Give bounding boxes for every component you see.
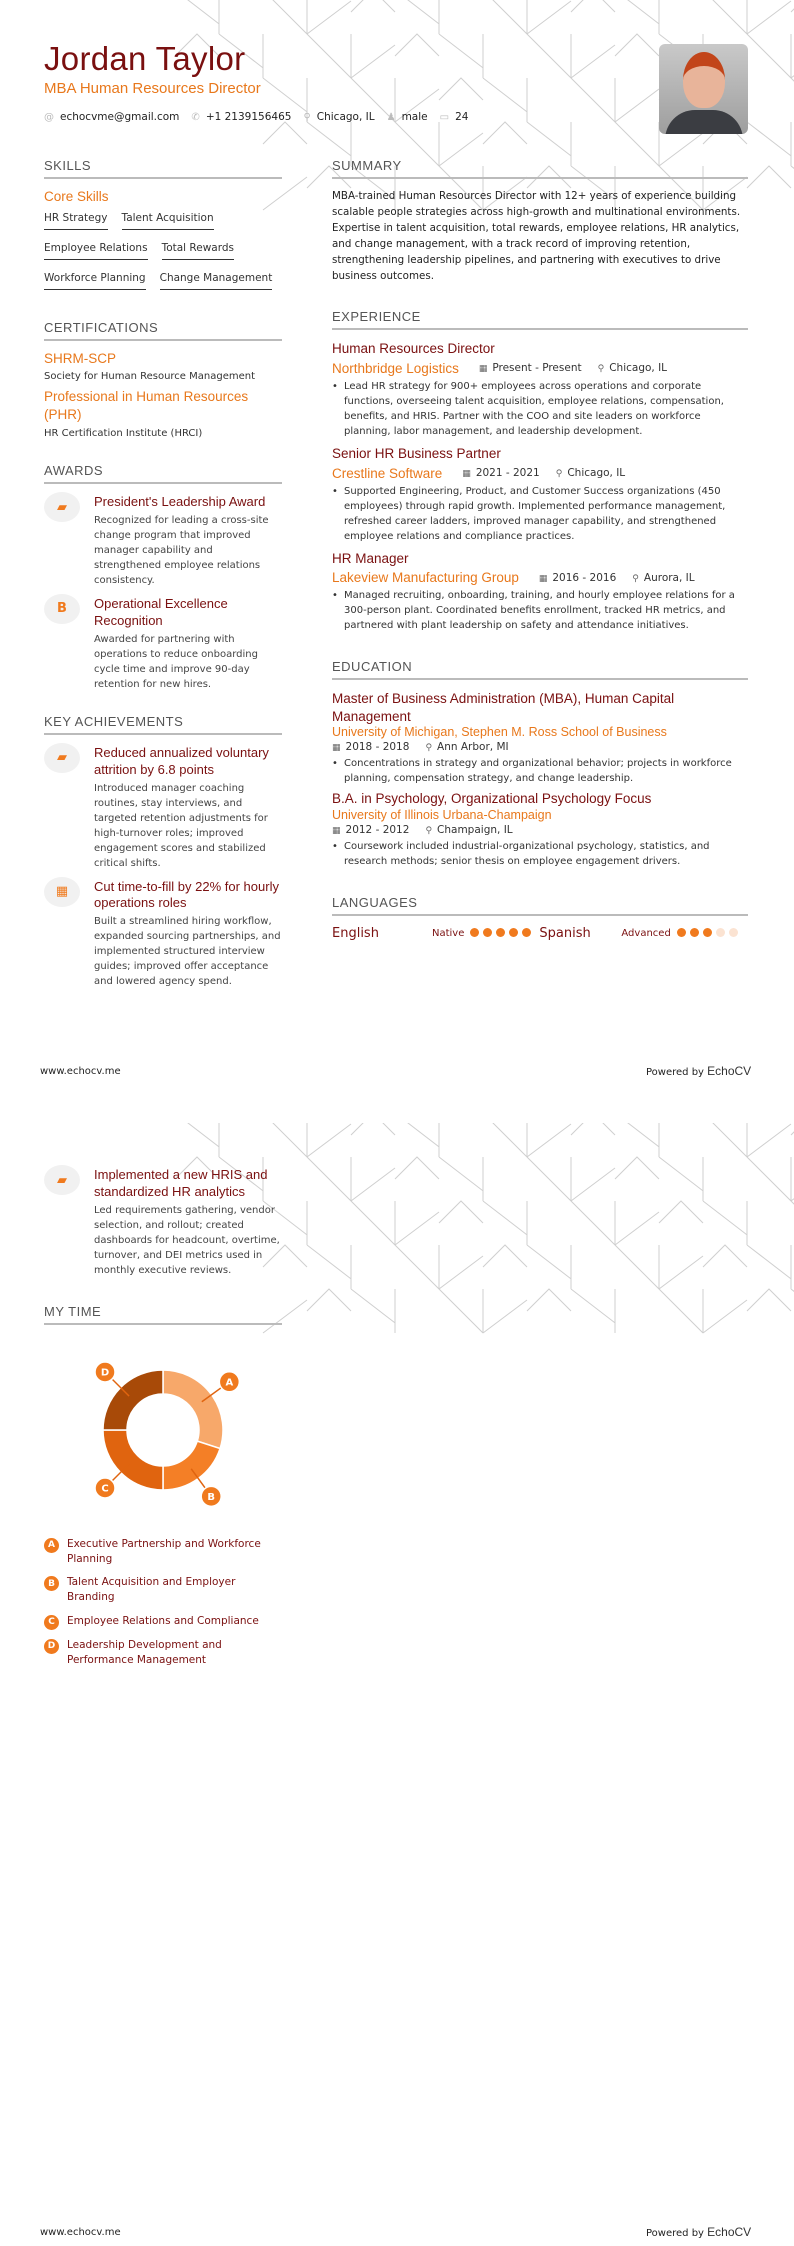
edu-bullet: • Coursework included industrial-organizational psychology, statistics, and research methods; senior thesis on employee engagement drivers. bbox=[332, 839, 748, 869]
my-time-heading: MY TIME bbox=[44, 1304, 282, 1325]
location-icon: ⚲ bbox=[425, 743, 433, 754]
education-list bbox=[332, 690, 748, 869]
job-location bbox=[632, 572, 694, 584]
language-name: Spanish bbox=[539, 926, 591, 942]
rating-dot bbox=[690, 928, 699, 937]
callout-label: C bbox=[101, 1483, 109, 1495]
calendar-icon: ▦ bbox=[538, 573, 548, 584]
achievement-desc: Built a streamlined hiring workflow, expanded sourcing partnerships, and implemented structured interview guides; improved offer acceptance and lowered agency spend. bbox=[94, 916, 281, 988]
education-meta bbox=[332, 824, 748, 836]
job-bullets bbox=[332, 484, 748, 544]
right-column bbox=[332, 158, 748, 941]
rating-dot bbox=[470, 928, 479, 937]
rating-dot bbox=[716, 928, 725, 937]
location-icon: ⚲ bbox=[597, 364, 605, 375]
languages-heading: LANGUAGES bbox=[332, 895, 748, 916]
edu-location bbox=[425, 741, 508, 753]
user-icon: ♟ bbox=[386, 112, 396, 123]
skill-tag: Total Rewards bbox=[162, 238, 234, 260]
footer-site-link[interactable]: www.echocv.me bbox=[40, 1066, 121, 1077]
rating-dot bbox=[496, 928, 505, 937]
awards-heading: AWARDS bbox=[44, 463, 282, 484]
award-item bbox=[44, 596, 282, 692]
achievement-title: Implemented a new HRIS and standardized HR analytics bbox=[94, 1167, 268, 1199]
legend-badge: B bbox=[44, 1576, 59, 1591]
award-title: Operational Excellence Recognition bbox=[94, 595, 228, 628]
cert-name: Professional in Human Resources (PHR) bbox=[44, 389, 249, 422]
contact-gender: ♟ male bbox=[386, 111, 428, 123]
left-column bbox=[44, 158, 282, 997]
legend-item bbox=[44, 1638, 282, 1668]
skills-group: Core Skills bbox=[44, 189, 109, 204]
language-rating bbox=[677, 926, 742, 941]
achievement-desc: Led requirements gathering, vendor selection, and rollout; created dashboards for headcount, overtime, turnover, and DEI metrics used in monthly executive reviews. bbox=[94, 1204, 280, 1276]
callout-label: B bbox=[207, 1491, 216, 1503]
company-name: Lakeview Manufacturing Group bbox=[332, 570, 519, 586]
achievement-title: Reduced annualized voluntary attrition by 6.8 points bbox=[94, 744, 269, 777]
legend-badge: D bbox=[44, 1639, 59, 1654]
calendar-icon: ▦ bbox=[332, 743, 341, 754]
resume-page-2 bbox=[0, 1123, 794, 2246]
experience-list bbox=[332, 340, 748, 634]
brand-logo: EchoCV bbox=[707, 1064, 752, 1078]
job-location-text: Chicago, IL bbox=[609, 362, 668, 375]
edu-location-text: Ann Arbor, MI bbox=[437, 741, 509, 754]
left-column-continued bbox=[44, 1167, 282, 1676]
school-name: University of Michigan, Stephen M. Ross School of Business bbox=[332, 725, 667, 740]
achievement-item bbox=[44, 1167, 282, 1278]
callout-label: A bbox=[225, 1377, 234, 1389]
calendar-icon: ▦ bbox=[462, 469, 471, 479]
language-level: Native bbox=[432, 928, 465, 940]
at-icon: @ bbox=[44, 112, 54, 123]
job-meta bbox=[332, 570, 748, 585]
callout-label: D bbox=[100, 1367, 110, 1379]
contact-phone[interactable]: ✆ +1 2139156465 bbox=[191, 111, 292, 123]
job-location-text: Chicago, IL bbox=[567, 467, 626, 479]
my-time-legend bbox=[44, 1537, 282, 1668]
job-title: HR Manager bbox=[332, 550, 409, 566]
footer-site-link[interactable]: www.echocv.me bbox=[40, 2227, 121, 2238]
job-title: Senior HR Business Partner bbox=[332, 445, 501, 461]
summary-text: MBA-trained Human Resources Director with 12+ years of experience building scalable people strategies across high-growth and multinational environments. Expertise in talent acquisition, total rewards, employee relations, HR analytics, and change management, with a track record of improving retention, strengthening leadership pipelines, and partnering with executives to drive business outcomes. bbox=[332, 190, 741, 282]
rating-dot bbox=[729, 928, 738, 937]
languages-row bbox=[332, 926, 748, 941]
calculator-icon: ▦ bbox=[44, 877, 80, 907]
rating-dot bbox=[483, 928, 492, 937]
edu-dates-text: 2012 - 2012 bbox=[345, 824, 410, 837]
cert-issuer: Society for Human Resource Management bbox=[44, 371, 255, 382]
calendar-icon: ▦ bbox=[332, 826, 341, 837]
degree: B.A. in Psychology, Organizational Psychology Focus bbox=[332, 791, 652, 807]
location-icon: ⚲ bbox=[425, 826, 433, 837]
legend-item bbox=[44, 1575, 282, 1605]
location-icon: ⚲ bbox=[632, 573, 639, 584]
footer-powered: Powered by EchoCV bbox=[646, 2225, 752, 2239]
donut-slice-A bbox=[163, 1370, 223, 1449]
calendar-icon: ▦ bbox=[478, 364, 488, 375]
award-title: President's Leadership Award bbox=[94, 494, 266, 510]
job-dates bbox=[539, 572, 616, 584]
achievement-item bbox=[44, 745, 282, 871]
job-dates-text: 2021 - 2021 bbox=[475, 467, 540, 479]
legend-label: Talent Acquisition and Employer Branding bbox=[67, 1576, 236, 1604]
job-location bbox=[556, 467, 625, 479]
phone-icon: ✆ bbox=[191, 112, 200, 123]
candidate-name: Jordan Taylor bbox=[44, 40, 246, 77]
document-search-icon: ▰ bbox=[44, 1165, 80, 1195]
legend-item bbox=[44, 1537, 282, 1567]
certifications-heading: CERTIFICATIONS bbox=[44, 320, 282, 341]
legend-item bbox=[44, 1614, 282, 1630]
edu-bullet: • Concentrations in strategy and organizational behavior; projects in workforce planning, compensation strategy, and change leadership. bbox=[332, 756, 748, 786]
calendar-icon: ▭ bbox=[439, 112, 450, 123]
my-time-donut-chart bbox=[44, 1335, 282, 1525]
edu-dates bbox=[332, 741, 409, 753]
footer-powered: Powered by EchoCV bbox=[646, 1064, 752, 1078]
job-location bbox=[598, 362, 667, 374]
experience-heading: EXPERIENCE bbox=[332, 309, 748, 330]
rating-dot bbox=[703, 928, 712, 937]
rating-dot bbox=[509, 928, 518, 937]
contact-location: ⚲ Chicago, IL bbox=[303, 111, 375, 123]
award-item bbox=[44, 494, 282, 588]
edu-bullets bbox=[332, 839, 748, 869]
contact-row bbox=[44, 111, 468, 123]
job-bullet: • Supported Engineering, Product, and Customer Success organizations (450 employees) through rapid growth. Implemented performance management, refreshed career ladders, improved manager capability, and strengthened employee relations and compliance practices. bbox=[332, 484, 748, 544]
skill-tag: Change Management bbox=[160, 268, 273, 290]
candidate-title: MBA Human Resources Director bbox=[44, 80, 261, 97]
edu-location-text: Champaign, IL bbox=[437, 824, 513, 837]
language-name: English bbox=[332, 926, 379, 942]
job-bullet: • Lead HR strategy for 900+ employees across operations and corporate functions, overseeing talent acquisition, employee relations, compensation, benefits, and HRIS. Partner with the COO and site leaders on workforce planning, labor management, and leadership development. bbox=[332, 379, 748, 439]
brand-logo: EchoCV bbox=[707, 2225, 752, 2239]
edu-location bbox=[425, 824, 512, 836]
legend-label: Employee Relations and Compliance bbox=[67, 1614, 259, 1627]
award-desc: Awarded for partnering with operations to reduce onboarding cycle time and improve 90-day retention for new hires. bbox=[94, 633, 258, 690]
school-name: University of Illinois Urbana-Champaign bbox=[332, 808, 552, 823]
company-name: Northbridge Logistics bbox=[332, 360, 459, 376]
cert-name: SHRM-SCP bbox=[44, 351, 117, 366]
job-location-text: Aurora, IL bbox=[643, 571, 695, 584]
job-meta bbox=[332, 361, 748, 376]
skill-tag: Employee Relations bbox=[44, 238, 148, 260]
edu-bullets bbox=[332, 756, 748, 786]
achievement-desc: Introduced manager coaching routines, stay interviews, and targeted retention adjustments for high-turnover roles; improved engagement scores and stabilized critical shifts. bbox=[94, 782, 268, 869]
language-level: Advanced bbox=[621, 928, 671, 940]
location-icon: ⚲ bbox=[555, 469, 563, 479]
language-rating bbox=[470, 926, 535, 941]
document-icon: ▰ bbox=[44, 743, 80, 773]
profile-photo bbox=[659, 44, 748, 134]
job-bullet: • Managed recruiting, onboarding, training, and hourly employee relations for a 300-person plant. Coordinated benefits enrollment, tracked HR metrics, and partnered with plant leadership on safety and attendance initiatives. bbox=[332, 588, 748, 633]
skill-tag: Workforce Planning bbox=[44, 268, 146, 290]
edu-dates-text: 2018 - 2018 bbox=[345, 741, 410, 754]
award-badge-icon: B bbox=[44, 594, 80, 624]
skills-list bbox=[44, 208, 282, 298]
contact-age: ▭ 24 bbox=[439, 111, 469, 123]
job-dates bbox=[462, 467, 539, 479]
education-meta bbox=[332, 741, 748, 753]
achievement-item bbox=[44, 879, 282, 990]
rating-dot bbox=[522, 928, 531, 937]
cert-issuer: HR Certification Institute (HRCI) bbox=[44, 428, 203, 440]
job-meta bbox=[332, 466, 748, 481]
location-icon: ⚲ bbox=[303, 112, 311, 123]
legend-label: Executive Partnership and Workforce Planning bbox=[67, 1537, 261, 1565]
contact-email[interactable]: @ echocvme@gmail.com bbox=[44, 111, 180, 123]
legend-label: Leadership Development and Performance Management bbox=[67, 1638, 222, 1666]
degree: Master of Business Administration (MBA), Human Capital Management bbox=[332, 691, 675, 724]
award-desc: Recognized for leading a cross-site change program that improved manager capability and strengthened employee relations consistency. bbox=[94, 514, 269, 586]
skill-tag: Talent Acquisition bbox=[122, 208, 214, 230]
job-dates-text: 2016 - 2016 bbox=[552, 571, 617, 584]
company-name: Crestline Software bbox=[332, 465, 443, 481]
job-dates bbox=[479, 362, 582, 374]
job-bullets bbox=[332, 379, 748, 439]
rating-dot bbox=[677, 928, 686, 937]
achievement-title: Cut time-to-fill by 22% for hourly operations roles bbox=[94, 878, 279, 911]
job-title: Human Resources Director bbox=[332, 340, 495, 356]
legend-badge: C bbox=[44, 1615, 59, 1630]
skills-heading: SKILLS bbox=[44, 158, 282, 179]
job-bullets bbox=[332, 588, 748, 633]
skill-tag: HR Strategy bbox=[44, 208, 108, 230]
achievements-heading: KEY ACHIEVEMENTS bbox=[44, 714, 282, 735]
legend-badge: A bbox=[44, 1538, 59, 1553]
header bbox=[44, 40, 468, 123]
education-heading: EDUCATION bbox=[332, 659, 748, 680]
donut-slice-B bbox=[163, 1441, 220, 1490]
summary-heading: SUMMARY bbox=[332, 158, 748, 179]
job-dates-text: Present - Present bbox=[492, 362, 582, 375]
edu-dates bbox=[332, 824, 409, 836]
award-document-icon: ▰ bbox=[44, 492, 80, 522]
